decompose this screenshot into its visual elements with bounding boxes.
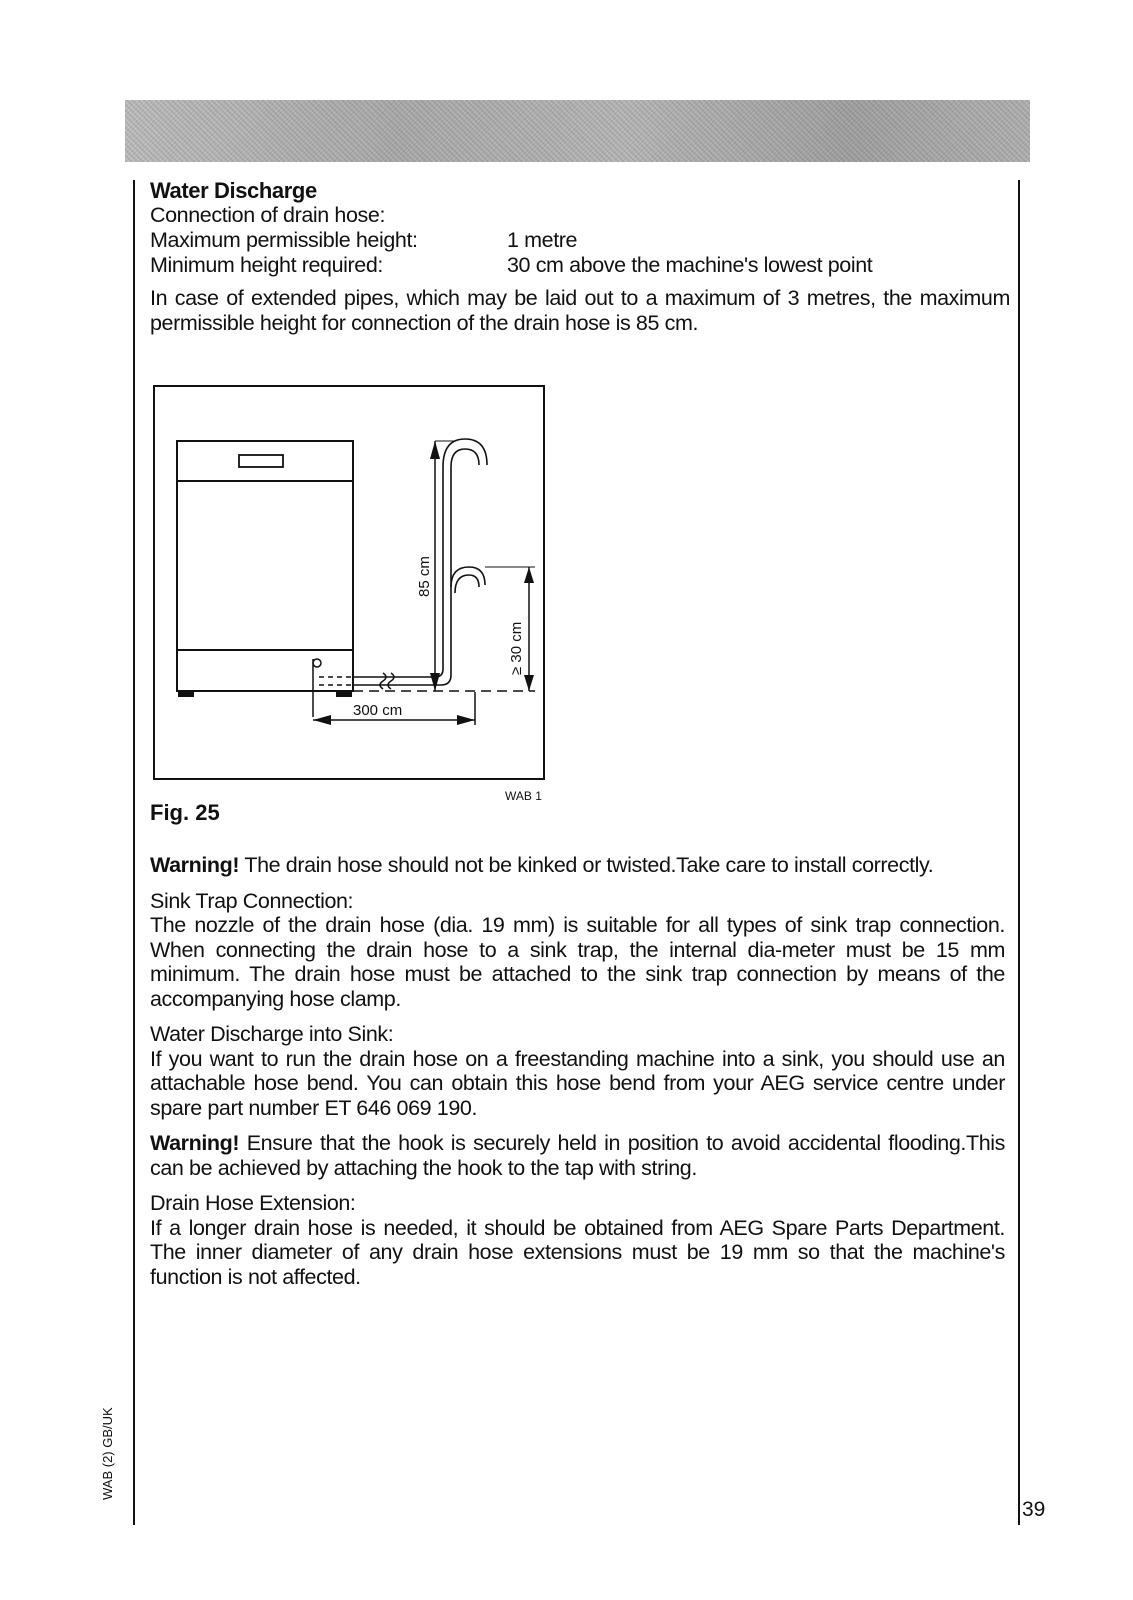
extension-text: If a longer drain hose is needed, it should be obtained from AEG Spare Parts Department. The inner diameter of any drain hose extensions must be 19 mm so that the machine's function is not affected. <box>150 1215 1005 1289</box>
warning-label: Warning! <box>150 1131 240 1155</box>
left-margin-rule <box>133 180 135 1525</box>
sink-trap-heading: Sink Trap Connection: <box>150 888 354 913</box>
document-code: WAB (2) GB/UK <box>100 1407 115 1500</box>
spec-value: 30 cm above the machine's lowest point <box>507 253 873 277</box>
warning-label: Warning! <box>150 853 240 877</box>
page-number: 39 <box>1022 1498 1046 1521</box>
water-discharge-section <box>150 178 1010 336</box>
into-sink-heading: Water Discharge into Sink: <box>150 1022 394 1046</box>
drain-hose-diagram <box>153 385 545 780</box>
spec-label: Maximum permissible height: <box>150 228 418 252</box>
label-30cm: ≥ 30 cm <box>508 621 525 675</box>
header-banner <box>125 100 1030 162</box>
section-title: Water Discharge <box>150 178 317 203</box>
section-subtitle: Connection of drain hose: <box>150 203 386 227</box>
warning-text: Ensure that the hook is securely held in position to avoid accidental flooding.This can be achieved by attaching the hook to the tap with string. <box>150 1131 1005 1180</box>
extended-pipes-note: In case of extended pipes, which may be laid out to a maximum of 3 metres, the maximum permissible height for connection of the drain hose is 85 cm. <box>150 286 1010 335</box>
spec-row-max <box>150 228 1010 253</box>
label-85cm: 85 cm <box>416 556 433 597</box>
figure-code: WAB 1 <box>505 789 542 803</box>
sink-trap-text: The nozzle of the drain hose (dia. 19 mm) is suitable for all types of sink trap connection. When connecting the drain hose to a sink trap, the internal dia-meter must be 15 mm minimum. The drain hose must be attached to the sink trap connection by means of the accompanying hose clamp. <box>150 913 1005 1011</box>
spec-row-min <box>150 253 1010 278</box>
diagram-drawing <box>155 387 547 782</box>
warning-text: The drain hose should not be kinked or twisted.Take care to install correctly. <box>239 853 934 877</box>
spec-label: Minimum height required: <box>150 253 383 277</box>
dishwasher-outline <box>177 441 353 691</box>
label-300cm: 300 cm <box>353 702 403 719</box>
right-margin-rule <box>1018 180 1020 1525</box>
instructions-body <box>150 853 1005 1289</box>
warning-hook <box>150 1131 1005 1180</box>
extension-heading: Drain Hose Extension: <box>150 1191 356 1215</box>
into-sink-text: If you want to run the drain hose on a freestanding machine into a sink, you should use an attachable hose bend. You can obtain this hose bend from your AEG service centre under spare part number ET 646 069 190. <box>150 1046 1005 1120</box>
spec-value: 1 metre <box>507 228 578 252</box>
warning-kink <box>150 853 1005 878</box>
figure-caption: Fig. 25 <box>150 800 220 825</box>
